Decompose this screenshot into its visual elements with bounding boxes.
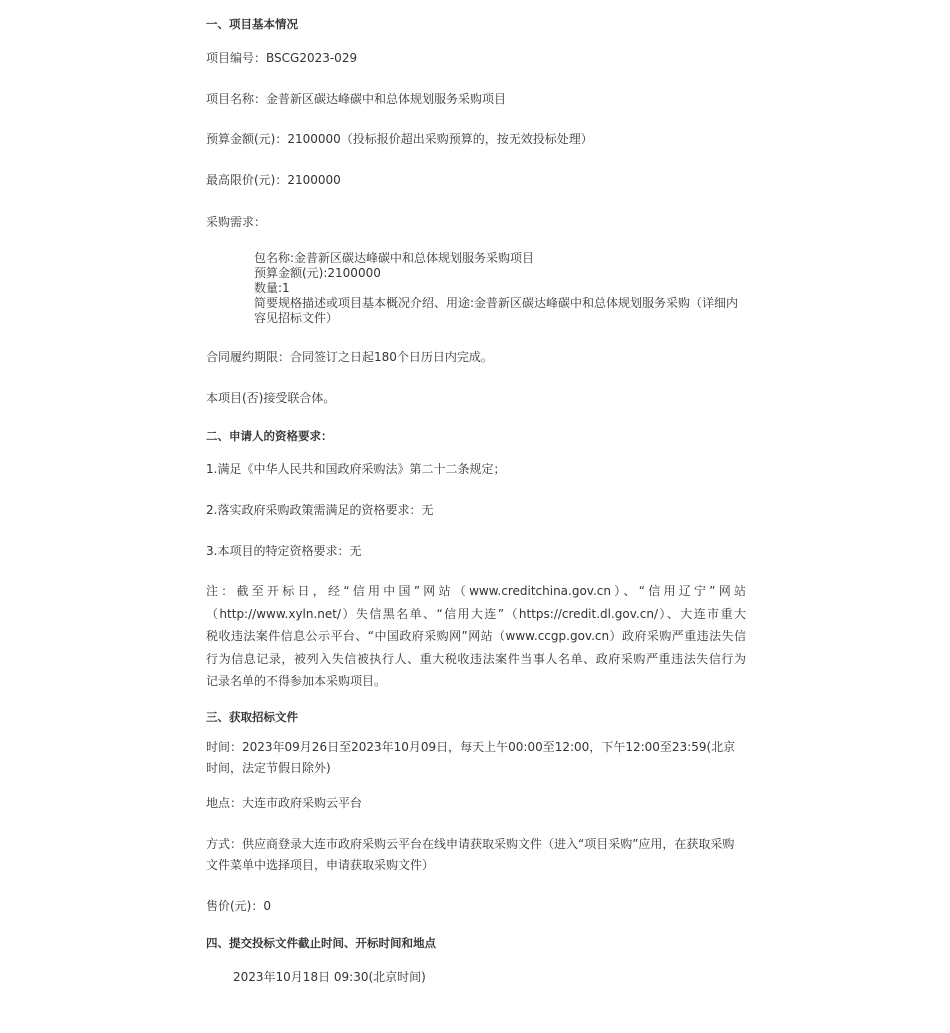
demand-label: 采购需求： [206,215,267,229]
section3-heading: 三、获取招标文件 [206,710,298,724]
credit-note [206,580,746,693]
requirement-1: 1.满足《中华人民共和国政府采购法》第二十二条规定； [206,462,506,476]
project-number: 项目编号：BSCG2023-029 [206,51,358,65]
credit-note-line: 记录名单的不得参加本采购项目。 [206,674,387,688]
credit-note-line: 税收违法案件信息公示平台、“中国政府采购网”网站（www.ccgp.gov.cn）政府采购严重违法失信 [206,629,746,643]
document-price: 售价(元)：0 [206,899,271,913]
submission-deadline: 2023年10月18日 09:30(北京时间) [233,970,426,984]
package-name: 包名称:金普新区碳达峰碳中和总体规划服务采购项目 [254,251,535,265]
section1-heading: 一、项目基本情况 [206,17,298,31]
acquire-time: 时间：2023年09月26日至2023年10月09日，每天上午00:00至12:00，下午12:00至23:59(北京时间，法定节假日除外) [206,740,736,775]
project-name: 项目名称：金普新区碳达峰碳中和总体规划服务采购项目 [206,92,507,106]
requirement-2: 2.落实政府采购政策需满足的资格要求：无 [206,503,434,517]
credit-note-line: （http://www.xyln.net/）失信黑名单、“信用大连”（https://credit.dl.gov.cn/）、大连市重大 [206,606,746,621]
budget-amount: 预算金额(元)：2100000（投标报价超出采购预算的，按无效投标处理） [206,132,593,146]
section2-heading: 二、申请人的资格要求： [206,429,333,443]
requirement-3: 3.本项目的特定资格要求：无 [206,544,362,558]
package-quantity: 数量:1 [254,281,290,295]
section4-heading: 四、提交投标文件截止时间、开标时间和地点 [206,936,436,950]
consortium-note: 本项目(否)接受联合体。 [206,391,336,405]
contract-period: 合同履约期限：合同签订之日起180个日历日内完成。 [206,350,493,364]
package-budget: 预算金额(元):2100000 [254,266,381,280]
acquire-place: 地点：大连市政府采购云平台 [206,796,363,810]
credit-note-line: 注：截至开标日，经“信用中国”网站（www.creditchina.gov.cn）、“信用辽宁”网站 [206,584,746,598]
credit-note-line: 行为信息记录，被列入失信被执行人、重大税收违法案件当事人名单、政府采购严重违法失信行为 [206,651,746,666]
acquire-method: 方式：供应商登录大连市政府采购云平台在线申请获取采购文件（进入“项目采购”应用，在获取采购文件菜单中选择项目，申请获取采购文件） [206,837,735,872]
max-price: 最高限价(元)：2100000 [206,173,341,187]
package-description: 简要规格描述或项目基本概况介绍、用途:金普新区碳达峰碳中和总体规划服务采购（详细内容见招标文件） [254,296,739,325]
